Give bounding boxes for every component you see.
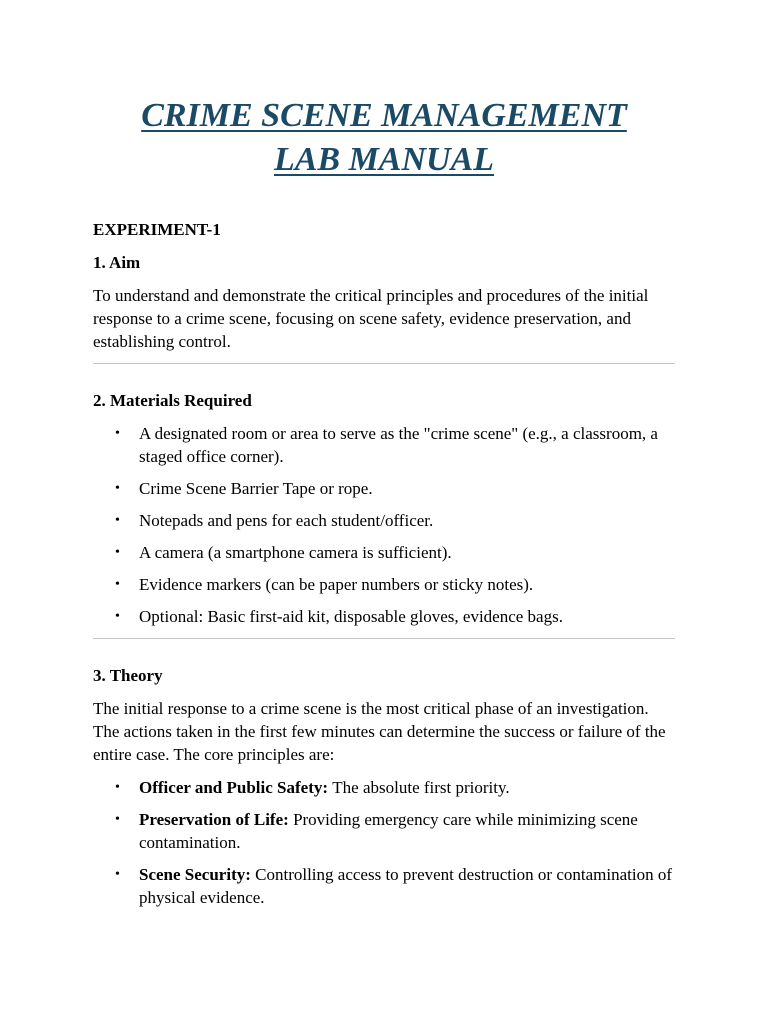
experiment-label: EXPERIMENT-1 <box>93 220 221 239</box>
aim-heading: 1. Aim <box>93 253 141 272</box>
list-item <box>93 605 675 628</box>
list-item <box>93 541 675 564</box>
bullet-icon: • <box>115 780 120 795</box>
bullet-icon: • <box>115 812 120 827</box>
materials-heading: 2. Materials Required <box>93 391 252 410</box>
list-item-text: Optional: Basic first-aid kit, disposable gloves, evidence bags. <box>139 607 563 626</box>
list-item-text: Evidence markers (can be paper numbers or sticky notes). <box>139 575 534 594</box>
list-item-text: Notepads and pens for each student/officer. <box>139 511 434 530</box>
materials-list <box>93 422 675 628</box>
list-item <box>93 776 675 799</box>
bullet-icon: • <box>115 545 120 560</box>
bullet-icon: • <box>115 426 120 441</box>
bullet-icon: • <box>115 577 120 592</box>
list-item-text: Crime Scene Barrier Tape or rope. <box>139 479 373 498</box>
bullet-icon: • <box>115 609 120 624</box>
list-item-text: A camera (a smartphone camera is sufficient). <box>139 543 452 562</box>
principle-term: Officer and Public Safety: <box>139 778 333 797</box>
principle-text: Controlling access to prevent destruction or contamination of physical evidence. <box>139 865 673 907</box>
document-title-line-2: LAB MANUAL <box>273 141 495 178</box>
list-item <box>93 573 675 596</box>
theory-intro: The initial response to a crime scene is the most critical phase of an investigation. The actions taken in the first few minutes can determine the success or failure of the entire case. The core principles are: <box>93 699 666 764</box>
principle-term: Preservation of Life: <box>139 810 294 829</box>
aim-text: To understand and demonstrate the critical principles and procedures of the initial response to a crime scene, focusing on scene safety, evidence preservation, and establishing control. <box>93 286 649 351</box>
bullet-icon: • <box>115 513 120 528</box>
principle-text: Providing emergency care while minimizing scene contamination. <box>139 810 638 852</box>
section-divider <box>93 638 675 639</box>
document-title <box>93 94 675 182</box>
list-item <box>93 863 675 909</box>
list-item <box>93 509 675 532</box>
list-item <box>93 477 675 500</box>
list-item <box>93 808 675 854</box>
list-item-text: A designated room or area to serve as the "crime scene" (e.g., a classroom, a staged office corner). <box>139 424 658 466</box>
document-title-line-1: CRIME SCENE MANAGEMENT <box>141 97 627 134</box>
principle-text: The absolute first priority. <box>332 778 510 797</box>
principles-list <box>93 776 675 909</box>
theory-heading: 3. Theory <box>93 666 163 685</box>
document-page <box>93 0 675 909</box>
principle-term: Scene Security: <box>139 865 256 884</box>
list-item <box>93 422 675 468</box>
bullet-icon: • <box>115 867 120 882</box>
section-divider <box>93 363 675 364</box>
bullet-icon: • <box>115 481 120 496</box>
